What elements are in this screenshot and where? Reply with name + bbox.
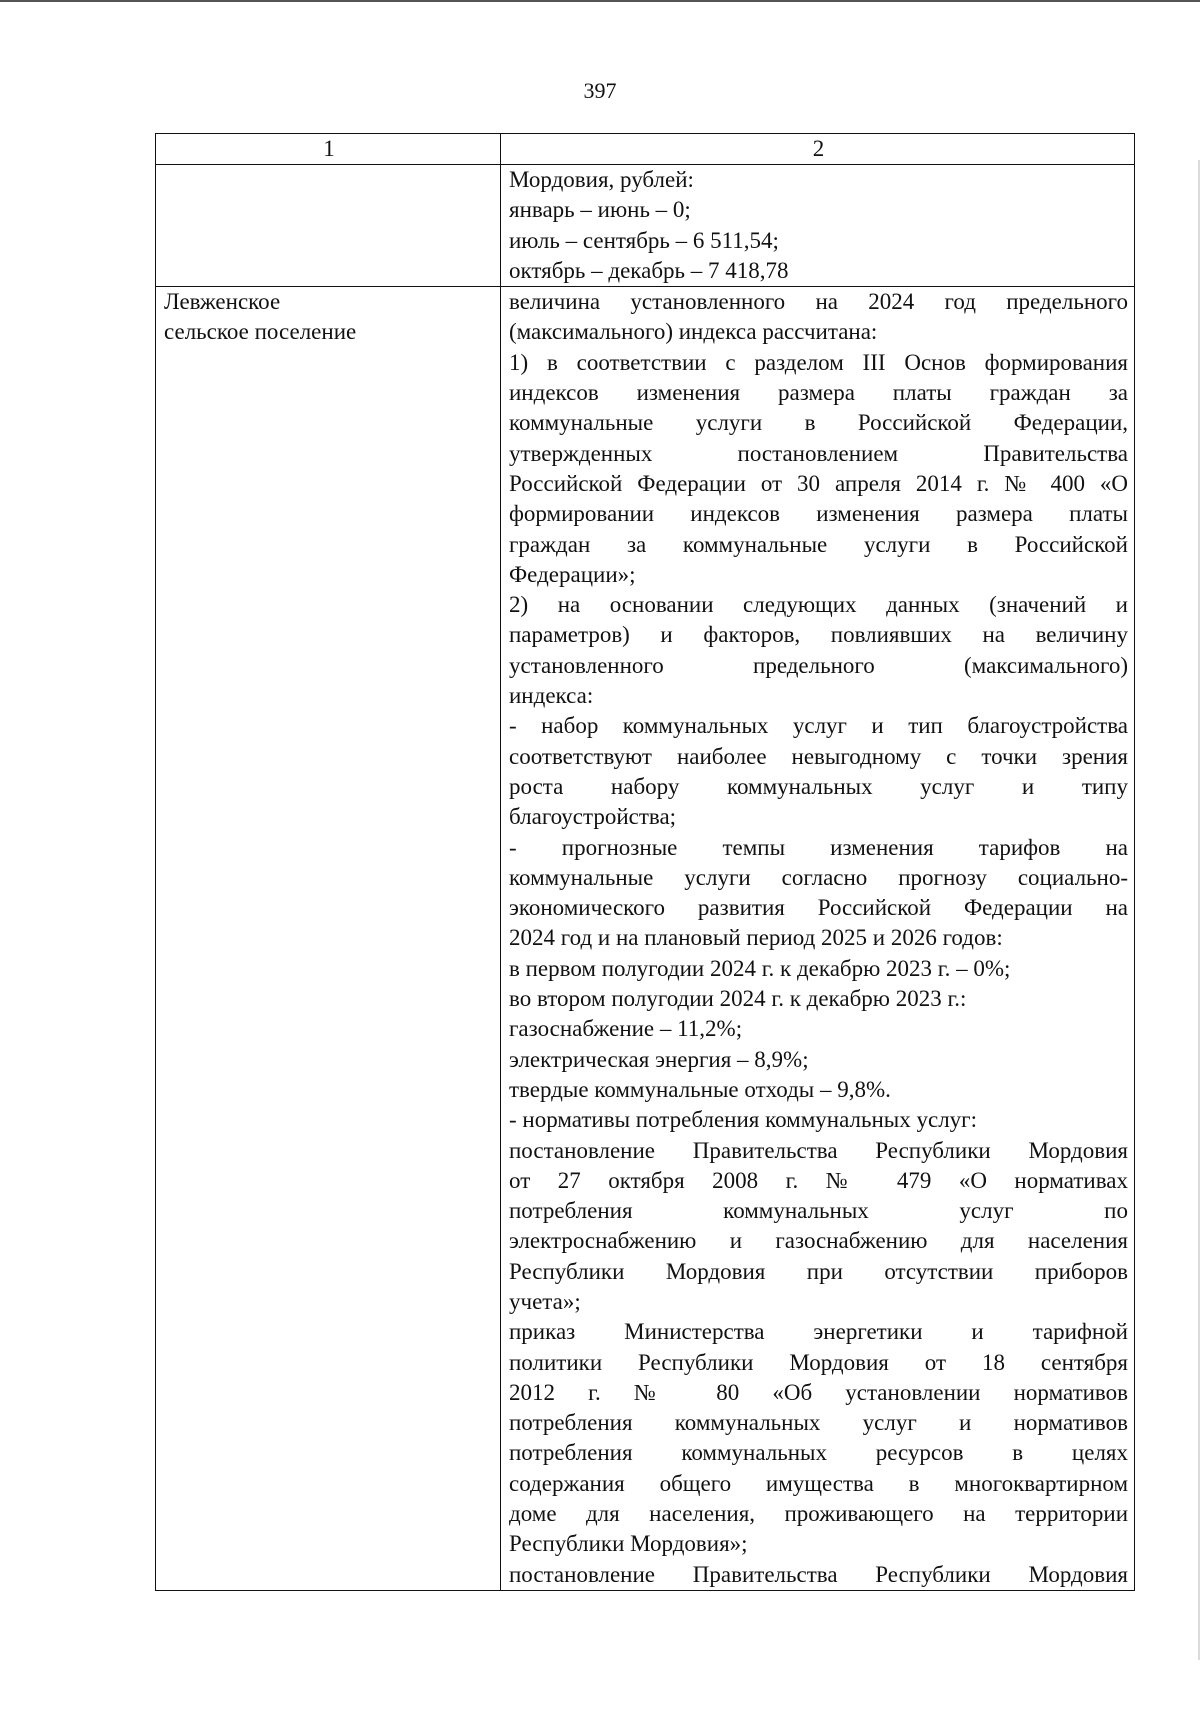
body-text-line: от 27 октября 2008 г. № 479 «О нормативах (509, 1167, 1128, 1193)
body-text-line: твердые коммунальные отходы – 9,8%. (509, 1076, 891, 1102)
table-row (156, 165, 1135, 287)
body-text-line: утвержденных постановлением Правительства (509, 440, 1128, 466)
body-text-line: приказ Министерства энергетики и тарифной (509, 1319, 1128, 1345)
body-text-line: доме для населения, проживающего на территории (509, 1501, 1128, 1527)
body-text-line: электрическая энергия – 8,9%; (509, 1046, 809, 1072)
body-text-line: коммунальные услуги в Российской Федерации, (509, 410, 1128, 436)
table-header-col-1: 1 (156, 134, 501, 165)
body-text-line: - набор коммунальных услуг и тип благоустройства (509, 713, 1128, 739)
body-text-line: Федерации»; (509, 561, 636, 587)
body-text-line: учета»; (509, 1288, 581, 1314)
body-text-line: Российской Федерации от 30 апреля 2014 г. № 400 «О (509, 470, 1128, 496)
body-text-line: - нормативы потребления коммунальных услуг: (509, 1107, 977, 1133)
body-text-line: индексов изменения размера платы граждан за (509, 380, 1128, 406)
body-text-line: электроснабжению и газоснабжению для населения (509, 1228, 1128, 1254)
body-text-line: 2012 г. № 80 «Об установлении нормативов (509, 1379, 1128, 1405)
row1-col2-cell (501, 165, 1135, 287)
body-text-line: Республики Мордовия при отсутствии приборов (509, 1258, 1128, 1284)
row1-text-line: июль – сентябрь – 6 511,54; (509, 227, 779, 253)
table-header-col-2: 2 (501, 134, 1135, 165)
body-text-line: во втором полугодии 2024 г. к декабрю 2023 г.: (509, 986, 967, 1012)
body-text-line: политики Республики Мордовия от 18 сентября (509, 1349, 1128, 1375)
row2-col1-cell (156, 287, 501, 1591)
body-text-line: коммунальные услуги согласно прогнозу социально- (509, 864, 1128, 890)
body-text-line: экономического развития Российской Федерации на (509, 895, 1128, 921)
body-text-line: потребления коммунальных услуг по (509, 1198, 1128, 1224)
body-text-line: индекса: (509, 683, 594, 709)
body-text-line: благоустройства; (509, 804, 677, 830)
body-text-line: в первом полугодии 2024 г. к декабрю 2023 г. – 0%; (509, 955, 1011, 981)
table-header-row (156, 134, 1135, 165)
row1-col1-cell (156, 165, 501, 287)
settlement-name-line: сельское поселение (164, 319, 357, 345)
body-text-line: - прогнозные темпы изменения тарифов на (509, 834, 1128, 860)
body-text-line: постановление Правительства Республики Мордовия (509, 1561, 1128, 1587)
row1-text-line: октябрь – декабрь – 7 418,78 (509, 257, 789, 283)
body-text-line: формировании индексов изменения размера платы (509, 501, 1128, 527)
body-text-line: 2) на основании следующих данных (значений и (509, 592, 1128, 618)
row2-col2-cell (501, 287, 1135, 1591)
row1-text-line: январь – июнь – 0; (509, 197, 691, 223)
body-text-line: 1) в соответствии с разделом III Основ формирования (509, 349, 1128, 375)
settlement-name-line: Левженское (164, 289, 281, 315)
body-text-line: постановление Правительства Республики Мордовия (509, 1137, 1128, 1163)
body-text-line: содержания общего имущества в многоквартирном (509, 1470, 1128, 1496)
body-text-line: установленного предельного (максимального) (509, 652, 1128, 678)
body-text-line: Республики Мордовия»; (509, 1531, 748, 1557)
body-text-line: граждан за коммунальные услуги в Российской (509, 531, 1128, 557)
page-number: 397 (583, 78, 617, 103)
body-text-line: роста набору коммунальных услуг и типу (509, 773, 1128, 799)
table-row (156, 287, 1135, 1591)
document-table (155, 133, 1135, 1591)
scan-top-rule (0, 0, 1200, 2)
body-text-line: 2024 год и на плановый период 2025 и 2026 годов: (509, 925, 1003, 951)
body-text-line: параметров) и факторов, повлиявших на величину (509, 622, 1128, 648)
body-text-line: газоснабжение – 11,2%; (509, 1016, 743, 1042)
body-text-line: соответствуют наиболее невыгодному с точки зрения (509, 743, 1128, 769)
body-text-line: потребления коммунальных услуг и нормативов (509, 1410, 1128, 1436)
body-text-line: величина установленного на 2024 год предельного (509, 289, 1128, 315)
row1-text-line: Мордовия, рублей: (509, 167, 694, 192)
body-text-line: потребления коммунальных ресурсов в целях (509, 1440, 1128, 1466)
body-text-line: (максимального) индекса рассчитана: (509, 319, 878, 345)
